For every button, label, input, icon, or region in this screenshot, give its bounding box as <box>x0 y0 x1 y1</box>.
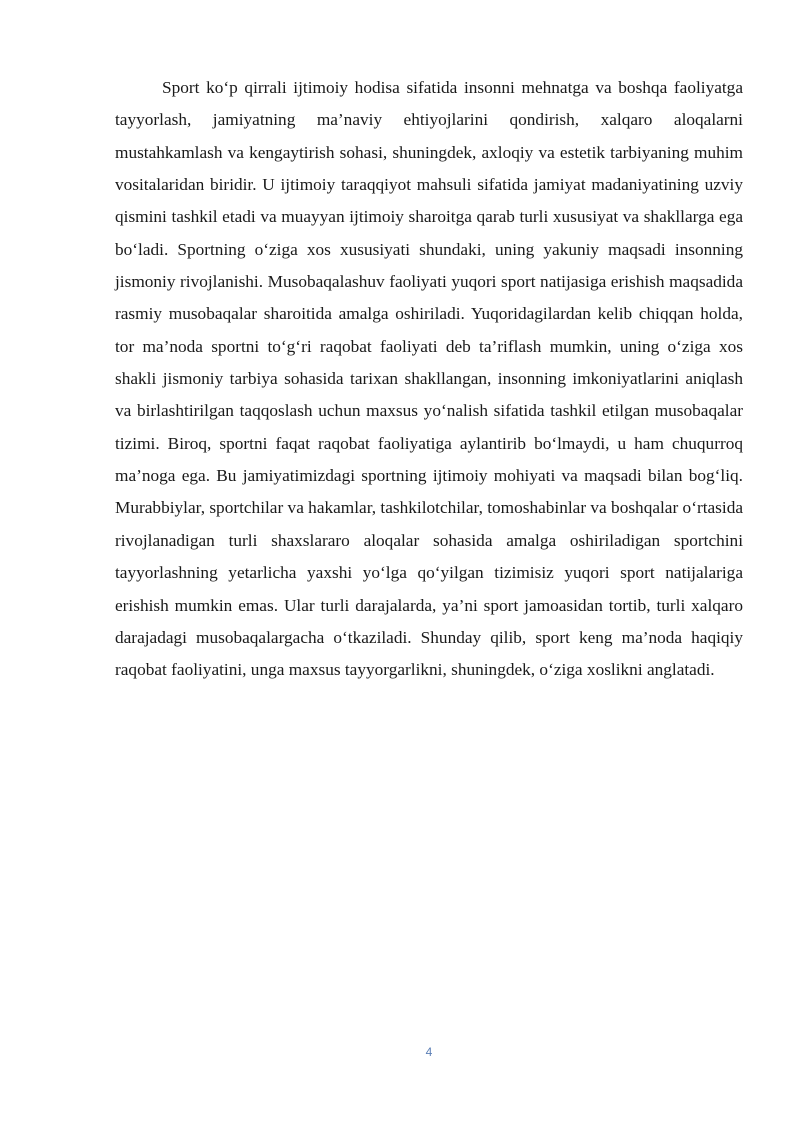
body-paragraph: Sport ko‘p qirrali ijtimoiy hodisa sifatida insonni mehnatga va boshqa faoliyatga tayyorlash, jamiyatning ma’naviy ehtiyojlarini qondirish, xalqaro aloqalarni mustahkamlash va kengaytirish sohasi, shuningdek, axloqiy va estetik tarbiyaning muhim vositalaridan biridir. U ijtimoiy taraqqiyot mahsuli sifatida jamiyat madaniyatining uzviy qismini tashkil etadi va muayyan ijtimoiy sharoitga qarab turli xususiyat va shakllarga ega bo‘ladi. Sportning o‘ziga xos xususiyati shundaki, uning yakuniy maqsadi insonning jismoniy rivojlanishi. Musobaqalashuv faoliyati yuqori sport natijasiga erishish maqsadida rasmiy musobaqalar sharoitida amalga oshiriladi. Yuqoridagilardan kelib chiqqan holda, tor ma’noda sportni to‘g‘ri raqobat faoliyati deb ta’riflash mumkin, uning o‘ziga xos shakli jismoniy tarbiya sohasida tarixan shakllangan, insonning imkoniyatlarini aniqlash va birlashtirilgan taqqoslash uchun maxsus yo‘nalish sifatida tashkil etilgan musobaqalar tizimi. Biroq, sportni faqat raqobat faoliyatiga aylantirib bo‘lmaydi, u ham chuqurroq ma’noga ega. Bu jamiyatimizdagi sportning ijtimoiy mohiyati va maqsadi bilan bog‘liq. Murabbiylar, sportchilar va hakamlar, tashkilotchilar, tomoshabinlar va boshqalar o‘rtasida rivojlanadigan turli shaxslararo aloqalar sohasida amalga oshiriladigan sportchini tayyorlashning yetarlicha yaxshi yo‘lga qo‘yilgan tizimisiz yuqori sport natijalariga erishish mumkin emas. Ular turli darajalarda, ya’ni sport jamoasidan tortib, turli xalqaro darajadagi musobaqalargacha o‘tkaziladi. Shunday qilib, sport keng ma’noda haqiqiy raqobat faoliyatini, unga maxsus tayyorgarlikni, shuningdek, o‘ziga xoslikni anglatadi. <box>115 78 744 680</box>
page-number: 4 <box>425 1045 433 1059</box>
